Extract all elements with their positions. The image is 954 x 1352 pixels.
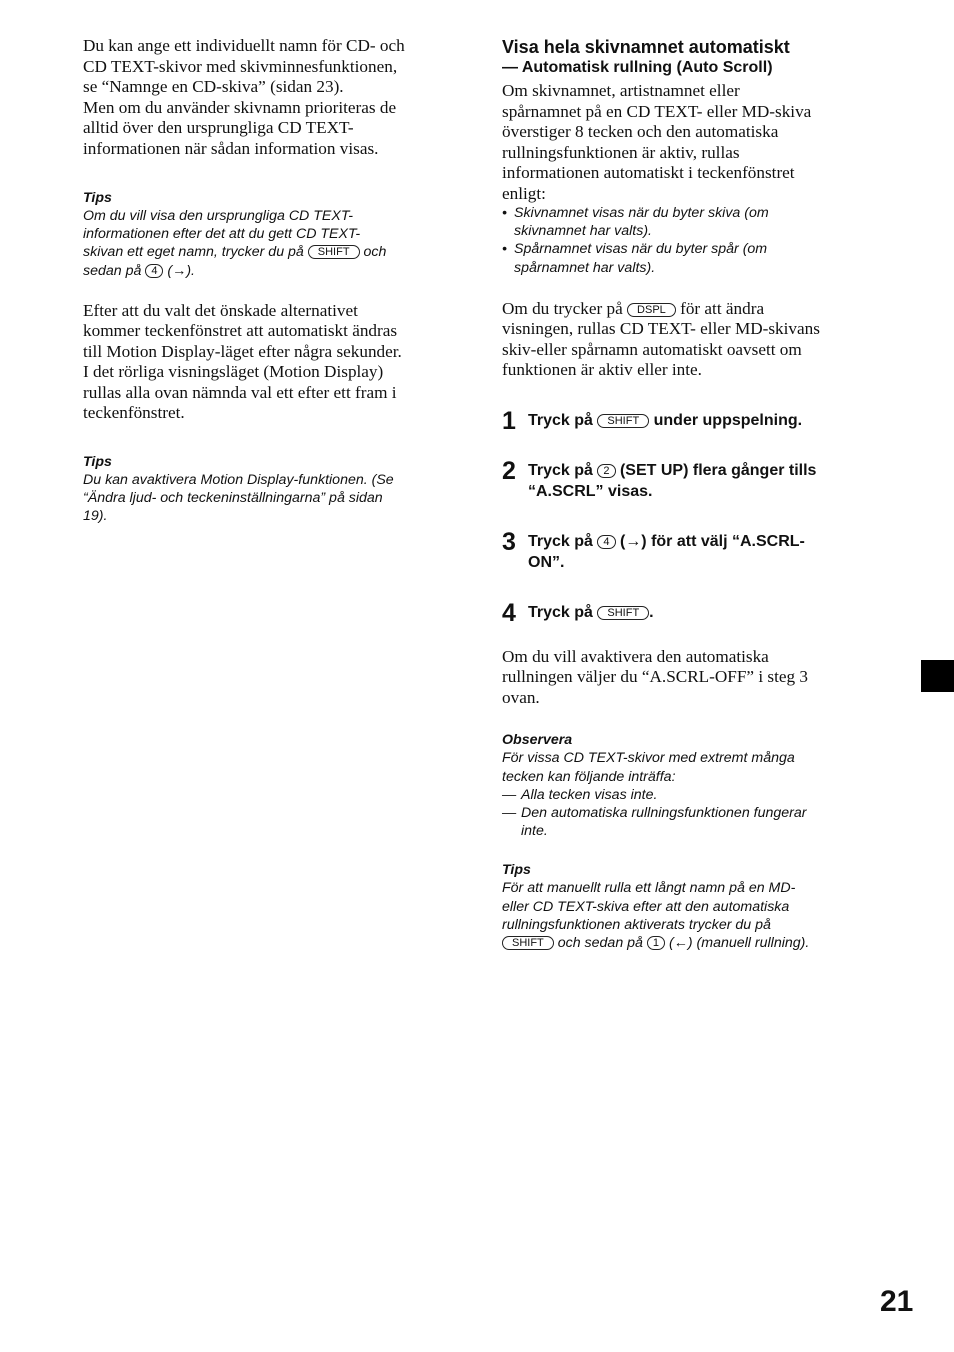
text-line xyxy=(528,460,816,481)
text-fragment: för att ändra xyxy=(680,298,765,318)
text-fragment: skivan ett eget namn, trycker du på xyxy=(83,244,304,261)
text-line: Efter att du valt det önskade alternativet xyxy=(83,300,358,320)
section-heading: Visa hela skivnamnet automatiskt xyxy=(502,37,790,57)
text-line: ON”. xyxy=(528,553,565,571)
text-line xyxy=(502,934,874,952)
text-line: skivnamnet har valts). xyxy=(514,223,652,240)
text-fragment: (SET UP) flera gånger tills xyxy=(619,461,817,479)
text-line: I det rörliga visningsläget (Motion Display) xyxy=(83,362,384,382)
text-line: ovan. xyxy=(502,687,540,707)
text-line: Om skivnamnet, artistnamnet eller xyxy=(502,81,740,100)
text-fragment: och xyxy=(363,244,387,261)
step-item xyxy=(502,598,874,627)
text-fragment: sedan på xyxy=(83,262,142,279)
text-line: Den automatiska rullningsfunktionen fungerar xyxy=(521,804,807,821)
text-line: spårnamnet på en CD TEXT- eller MD-skiva xyxy=(502,101,812,121)
shift-key-icon: SHIFT xyxy=(597,414,649,428)
tips-title: Tips xyxy=(502,862,531,879)
step-item xyxy=(502,456,874,502)
note-box xyxy=(502,731,874,840)
text-line xyxy=(502,299,874,320)
step-number: 1 xyxy=(502,406,516,435)
text-fragment: Tryck på xyxy=(528,411,593,429)
step-text xyxy=(528,409,802,431)
intro-paragraph xyxy=(83,36,463,159)
text-line: eller CD TEXT-skiva efter att den automatiska xyxy=(502,898,790,915)
text-fragment: och sedan på xyxy=(557,934,643,951)
tips-title: Tips xyxy=(83,453,112,470)
text-fragment: Tryck på xyxy=(528,461,593,479)
text-line: kommer teckenfönstret att automatiskt ändras xyxy=(83,321,398,341)
text-line: tecken kan följande inträffa: xyxy=(502,768,676,785)
tips-body xyxy=(83,471,463,526)
text-line: enligt: xyxy=(502,183,546,203)
text-line: “A.SCRL” visas. xyxy=(528,482,653,500)
text-line: CD TEXT-skivor med skivminnesfunktionen, xyxy=(83,56,398,76)
text-line: Om du vill avaktivera den automatiska xyxy=(502,646,769,666)
text-line: informationen efter det att du gett CD TEXT- xyxy=(83,226,361,243)
key-4-icon: 4 xyxy=(597,535,615,549)
text-line: För vissa CD TEXT-skivor med extremt många xyxy=(502,750,795,767)
shift-key-icon: SHIFT xyxy=(308,245,360,259)
dash-icon: — xyxy=(502,786,517,803)
text-fragment: Tryck på xyxy=(528,532,593,550)
auto-scroll-intro xyxy=(502,81,874,204)
text-line: inte. xyxy=(521,823,548,840)
text-line: visningen, rullas CD TEXT- eller MD-skivans xyxy=(502,319,820,339)
text-line: skiv-eller spårnamn automatiskt oavsett om xyxy=(502,339,802,359)
motion-display-paragraph xyxy=(83,301,463,424)
text-line xyxy=(83,262,463,280)
step-item xyxy=(502,527,874,573)
text-line: Skivnamnet visas när du byter skiva (om xyxy=(514,205,769,221)
text-line: till Motion Display-läget efter några sekunder. xyxy=(83,341,402,361)
bullet-list xyxy=(502,204,874,277)
text-line: teckenfönstret. xyxy=(83,403,185,423)
page-number: 21 xyxy=(880,1285,914,1318)
key-1-icon: 1 xyxy=(647,936,665,950)
step-text xyxy=(528,530,805,573)
text-line: rullningsfunktionen aktiverats trycker du på xyxy=(502,916,771,933)
tips-box xyxy=(83,189,463,280)
step-number: 2 xyxy=(502,456,516,485)
text-line: Du kan ange ett individuellt namn för CD- och xyxy=(83,36,405,55)
text-line: 19). xyxy=(83,508,108,525)
key-4-icon: 4 xyxy=(145,264,163,278)
text-line xyxy=(83,243,463,261)
note-title: Observera xyxy=(502,732,573,749)
step-list xyxy=(502,406,874,627)
bullet-icon: • xyxy=(502,205,507,221)
dash-icon: — xyxy=(502,804,517,821)
text-line: informationen automatiskt i teckenfönstret xyxy=(502,163,795,182)
left-column xyxy=(83,36,463,525)
shift-key-icon: SHIFT xyxy=(502,936,554,950)
step-number: 3 xyxy=(502,527,516,556)
step-text xyxy=(528,601,654,623)
text-line: “Ändra ljud- och teckeninställningarna” på sidan xyxy=(83,490,383,507)
text-line: Alla tecken visas inte. xyxy=(521,786,658,803)
text-line: alltid över den ursprungliga CD TEXT- xyxy=(83,118,354,137)
tips-body xyxy=(502,879,874,952)
text-fragment: (←) (manuell rullning). xyxy=(668,934,810,951)
text-line: rullningsfunktionen är aktiv, rullas xyxy=(502,142,740,162)
key-2-icon: 2 xyxy=(597,464,615,478)
list-item xyxy=(502,240,874,276)
text-line: rullas alla ovan nämnda val ett efter ett fram i xyxy=(83,382,397,402)
shift-key-icon: SHIFT xyxy=(597,606,649,620)
list-item xyxy=(502,804,874,840)
text-line: informationen när sådan information visas. xyxy=(83,138,379,158)
tips-box xyxy=(83,453,463,526)
text-line xyxy=(528,602,654,623)
text-fragment: (→). xyxy=(167,262,196,279)
text-line: överstiger 8 tecken och den automatiska xyxy=(502,122,779,141)
text-fragment: (→) för att välj “A.SCRL- xyxy=(619,532,805,550)
text-line: Du kan avaktivera Motion Display-funktionen. (Se xyxy=(83,471,394,488)
text-line: För att manuellt rulla ett långt namn på en MD- xyxy=(502,880,796,897)
step-number: 4 xyxy=(502,598,516,627)
step-text xyxy=(528,459,816,502)
text-fragment: Om du trycker på xyxy=(502,298,623,318)
text-line: Men om du använder skivnamn prioriteras de xyxy=(83,97,397,117)
list-item xyxy=(502,786,874,804)
tips-box xyxy=(502,861,874,952)
text-fragment: Tryck på xyxy=(528,603,593,621)
note-body xyxy=(502,749,874,840)
tips-body xyxy=(83,207,463,280)
list-item xyxy=(502,204,874,240)
text-line: spårnamnet har valts). xyxy=(514,259,656,276)
text-line xyxy=(528,410,802,431)
text-line: se “Namnge en CD-skiva” (sidan 23). xyxy=(83,77,344,96)
dspl-paragraph xyxy=(502,299,874,381)
right-column xyxy=(502,36,874,952)
text-fragment: . xyxy=(649,603,654,621)
text-line: funktionen är aktiv eller inte. xyxy=(502,360,702,380)
section-tab-marker xyxy=(921,660,954,692)
tips-title: Tips xyxy=(83,190,112,206)
bullet-icon: • xyxy=(502,241,507,258)
step-item xyxy=(502,406,874,435)
text-line: Spårnamnet visas när du byter spår (om xyxy=(514,241,768,258)
section-subheading: — Automatisk rullning (Auto Scroll) xyxy=(502,59,773,76)
text-line: rullningen väljer du “A.SCRL-OFF” i steg 3 xyxy=(502,667,809,687)
dspl-key-icon: DSPL xyxy=(627,303,676,317)
text-line xyxy=(528,531,805,552)
deactivate-paragraph xyxy=(502,647,874,709)
text-fragment: under uppspelning. xyxy=(653,411,803,429)
text-line: Om du vill visa den ursprungliga CD TEXT- xyxy=(83,208,353,224)
